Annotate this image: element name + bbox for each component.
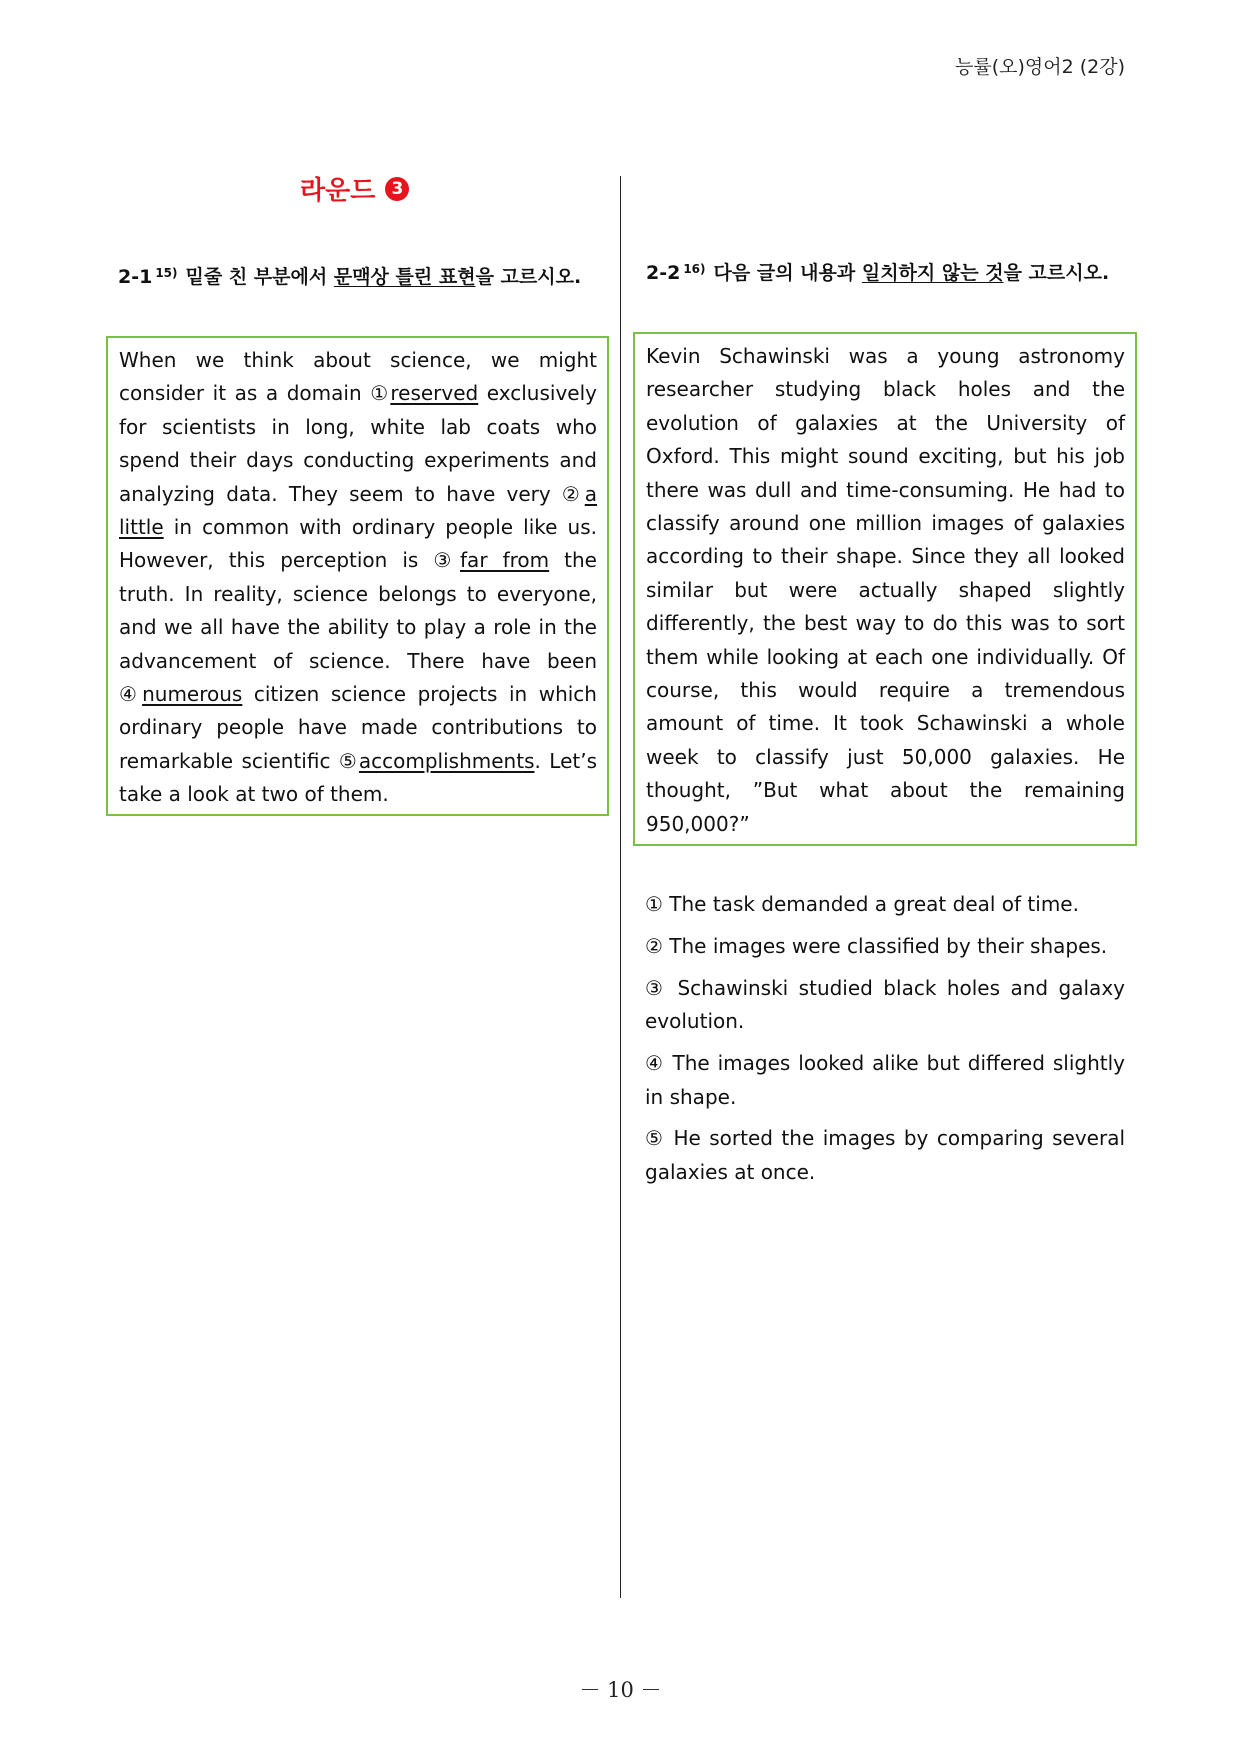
passage-text: exclusively for scientists in long, white lab coats who spend their days conducting experiments and analyzing data. They seem to have very xyxy=(119,381,597,506)
question-2-choices xyxy=(645,888,1125,1198)
question-1-passage xyxy=(106,336,609,816)
question-2-instruction-post: 을 고르시오. xyxy=(1003,262,1110,284)
question-2-instruction-pre: 다음 글의 내용과 xyxy=(713,262,862,284)
passage-text: citizen science projects in which ordinary people have made contributions to remarkable scientific xyxy=(119,682,597,773)
answer-choice-1[interactable]: ① The task demanded a great deal of time. xyxy=(645,892,1079,916)
underlined-expression-5: accomplishments xyxy=(358,748,535,773)
underlined-expression-2: a little xyxy=(119,481,597,540)
underlined-expression-3: far from xyxy=(460,548,550,573)
passage-text: . Let’s take a look at two of them. xyxy=(119,748,597,807)
underlined-expression-1: reserved xyxy=(390,381,479,406)
question-1-title xyxy=(118,262,581,289)
document-header: 능률(오)영어2 (2강) xyxy=(955,56,1125,78)
question-1-instruction-underlined: 문맥상 틀린 표현 xyxy=(333,266,476,288)
question-1-number: 2-1 xyxy=(118,266,153,288)
answer-choice-5[interactable]: ⑤ He sorted the images by comparing several galaxies at once. xyxy=(645,1126,1125,1184)
choice-marker-4: ④ xyxy=(119,682,143,707)
answer-choice-3[interactable]: ③ Schawinski studied black holes and galaxy evolution. xyxy=(645,975,1125,1034)
passage-text: in common with ordinary people like us. However, this perception is xyxy=(119,515,597,573)
choice-marker-5: ⑤ xyxy=(338,748,359,773)
underlined-expression-4: numerous xyxy=(142,682,243,707)
question-2-passage: Kevin Schawinski was a young astronomy researcher studying black holes and the evolution of galaxies at the University of Oxford. This might sound exciting, but his job there was dull and time-consuming. He had to classify around one million images of galaxies according to their shape. Since they all looked similar but were actually shaped slightly differently, the best way to do this was to sort them while looking at each one individually. Of course, this would require a tremendous amount of time. It took Schawinski a whole week to classify just 50,000 galaxies. He thought, ”But what about the remaining 950,000?” xyxy=(633,332,1137,846)
question-2-number: 2-2 xyxy=(646,262,681,284)
choice-marker-3: ③ xyxy=(433,548,461,573)
answer-choice-4[interactable]: ④ The images looked alike but differed slightly in shape. xyxy=(645,1051,1125,1109)
page-number: － 10 － xyxy=(579,1678,662,1702)
answer-choice-2[interactable]: ② The images were classified by their shapes. xyxy=(645,933,1108,958)
question-2-title xyxy=(646,258,1109,285)
question-1-footnote: 15) xyxy=(155,266,178,280)
question-1-instruction-pre: 밑줄 친 부분에서 xyxy=(185,266,334,288)
round-label: 라운드 xyxy=(300,176,376,206)
passage-text: When we think about science, we might consider it as a domain xyxy=(119,348,597,406)
round-number-badge: 3 xyxy=(385,177,409,201)
round-title xyxy=(300,170,409,207)
question-2-instruction-underlined: 일치하지 않는 것 xyxy=(861,262,1004,284)
question-2-footnote: 16) xyxy=(683,262,706,276)
question-1-instruction-post: 을 고르시오. xyxy=(475,266,582,288)
column-divider xyxy=(620,176,621,1598)
choice-marker-2: ② xyxy=(561,481,585,506)
choice-marker-1: ① xyxy=(370,381,391,406)
passage-text: the truth. In reality, science belongs to everyone, and we all have the ability to play a role in the advancement of science. There have been xyxy=(119,548,597,673)
